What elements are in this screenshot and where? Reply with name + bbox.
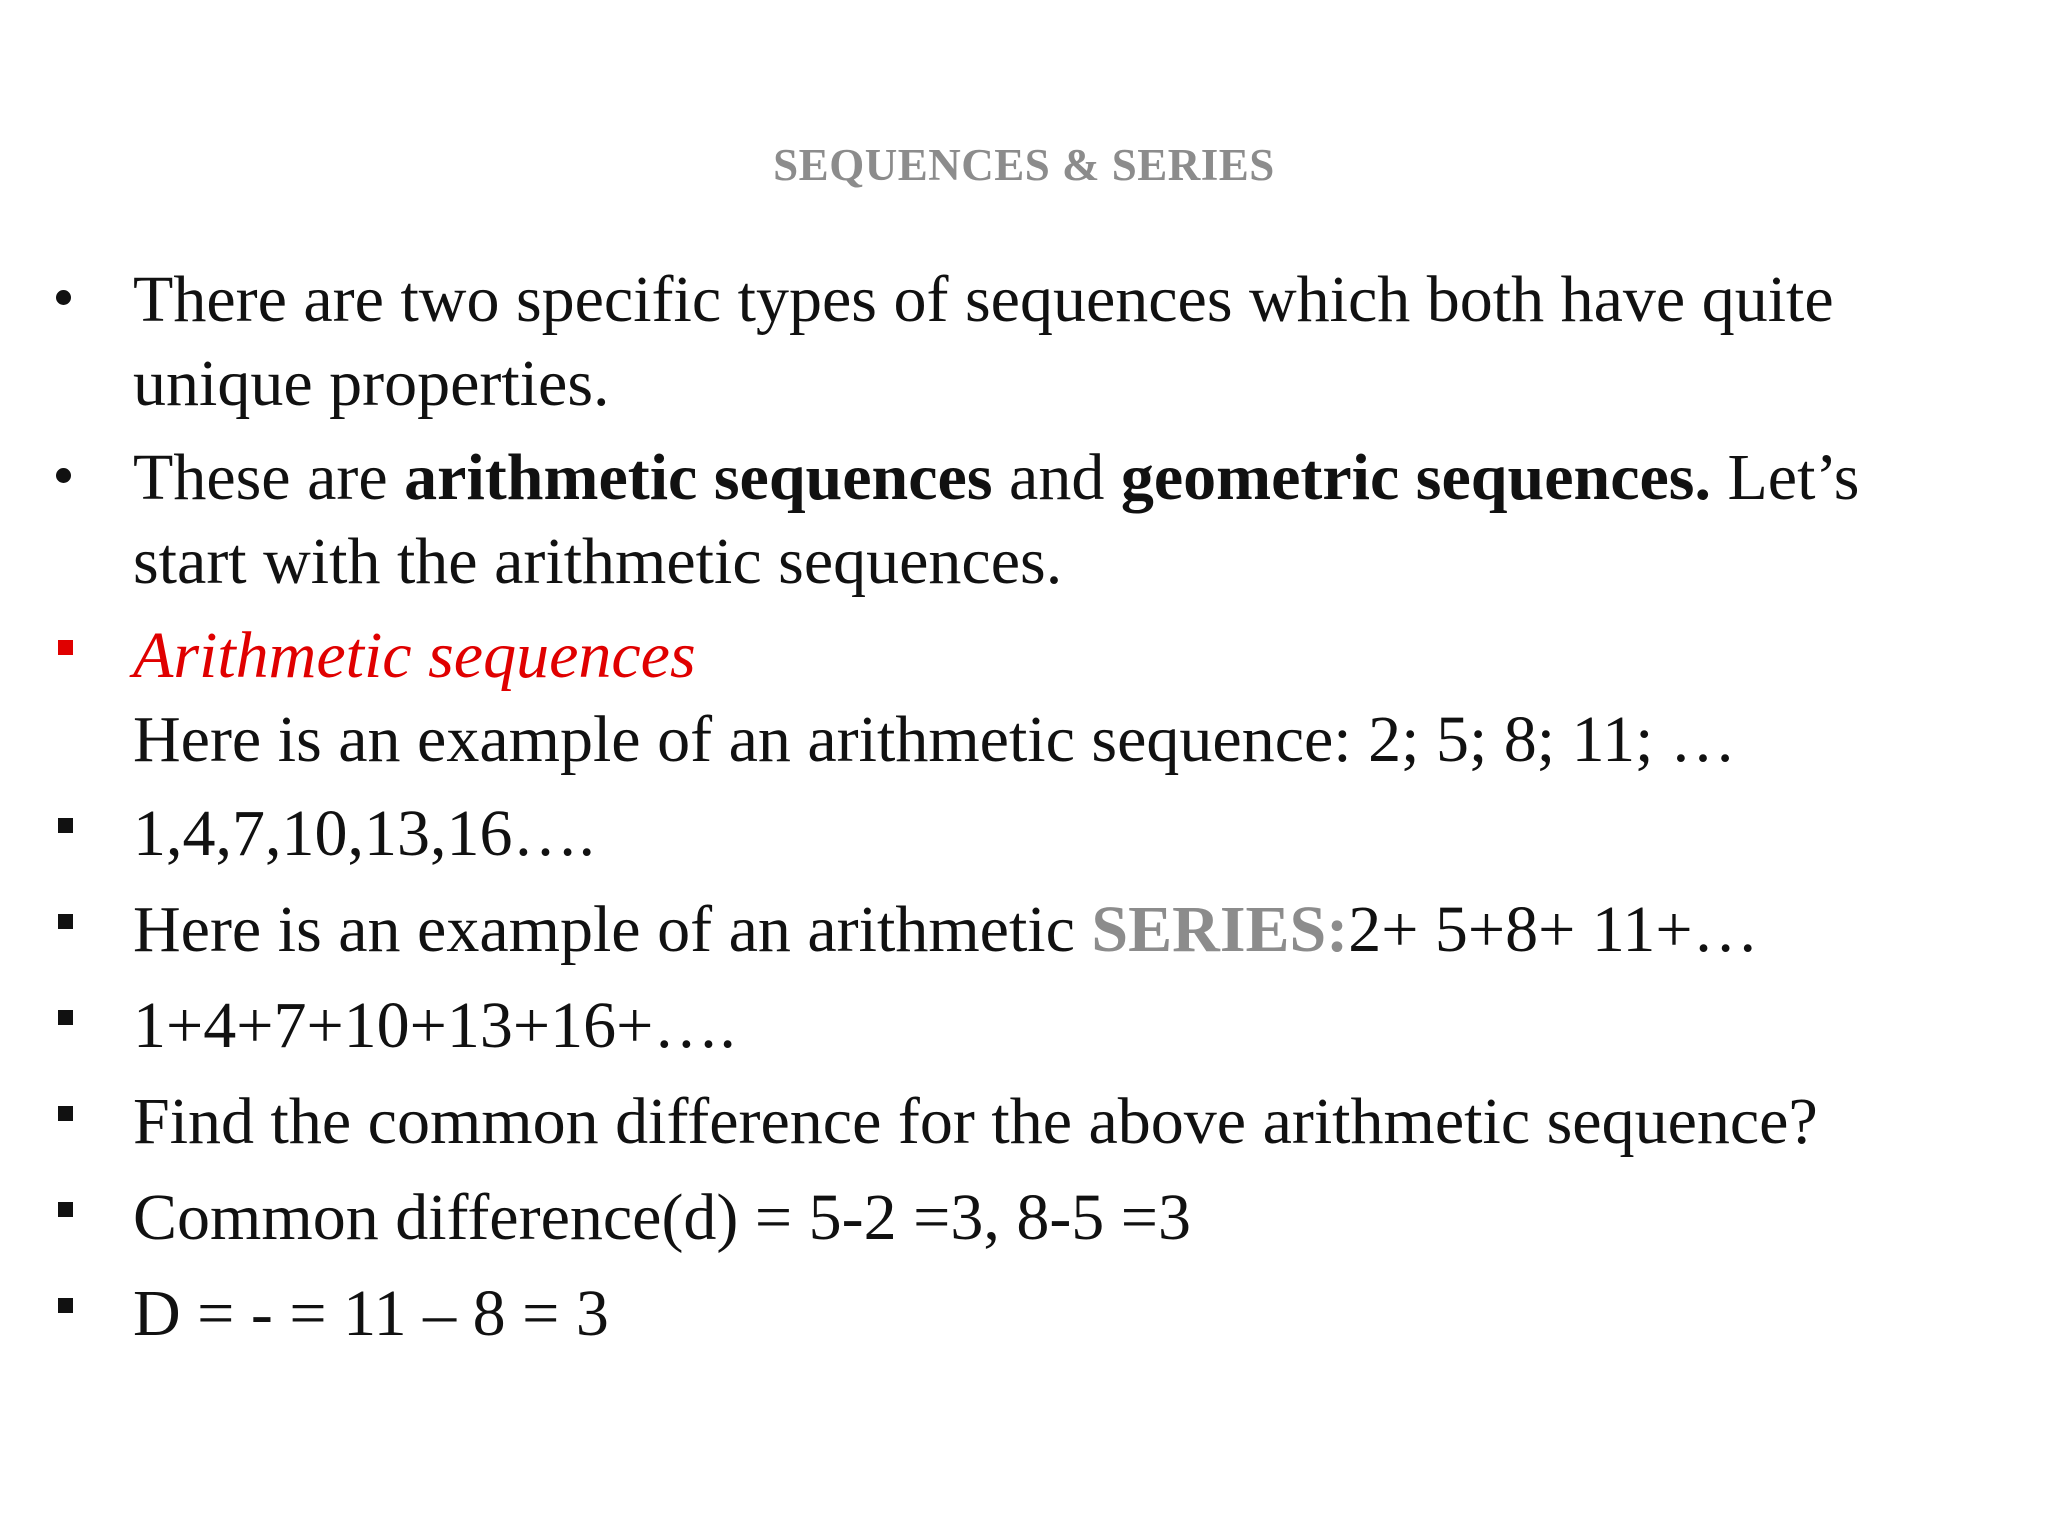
bullet-text <box>133 436 2013 604</box>
text-span: These are <box>133 441 405 514</box>
red-square-bullet-icon <box>58 640 73 655</box>
bullet-line: Here is an example of an arithmetic sequence: 2; 5; 8; 11; … <box>133 703 1737 776</box>
bullet-text: Find the common difference for the above arithmetic sequence? <box>133 1085 1818 1158</box>
square-bullet-icon <box>58 818 73 833</box>
text-span: 2+ 5+8+ 11+… <box>1348 893 1759 966</box>
square-bullet-icon <box>58 1106 73 1121</box>
bullet-text: Common difference(d) = 5-2 =3, 8-5 =3 <box>133 1181 1192 1254</box>
text-span: Here is an example of an arithmetic <box>133 893 1092 966</box>
bullet-line: start with the arithmetic sequences. <box>133 525 1063 598</box>
bullet-line: unique properties. <box>133 347 610 420</box>
square-bullet-icon <box>58 1010 73 1025</box>
bullet-line: There are two specific types of sequences which both have quite <box>133 263 1834 336</box>
square-bullet-icon <box>58 914 73 929</box>
bold-term-geometric: geometric sequences. <box>1120 441 1711 514</box>
round-bullet-icon <box>56 290 71 305</box>
series-highlight: SERIES: <box>1091 893 1349 966</box>
bold-term-arithmetic: arithmetic sequences <box>404 441 993 514</box>
text-span: Let’s <box>1710 441 1860 514</box>
bullet-text <box>133 888 2013 972</box>
slide-title: SEQUENCES & SERIES <box>773 140 1275 190</box>
round-bullet-icon <box>56 468 71 483</box>
bullet-line <box>133 436 2013 520</box>
square-bullet-icon <box>58 1202 73 1217</box>
bullet-text: D = - = 11 – 8 = 3 <box>133 1277 609 1350</box>
square-bullet-icon <box>58 1298 73 1313</box>
bullet-text <box>133 614 2013 782</box>
bullet-text <box>133 258 2013 426</box>
text-span: and <box>992 441 1121 514</box>
bullet-text: 1+4+7+10+13+16+…. <box>133 989 736 1062</box>
bullet-text: 1,4,7,10,13,16…. <box>133 797 595 870</box>
section-heading: Arithmetic sequences <box>133 619 696 692</box>
